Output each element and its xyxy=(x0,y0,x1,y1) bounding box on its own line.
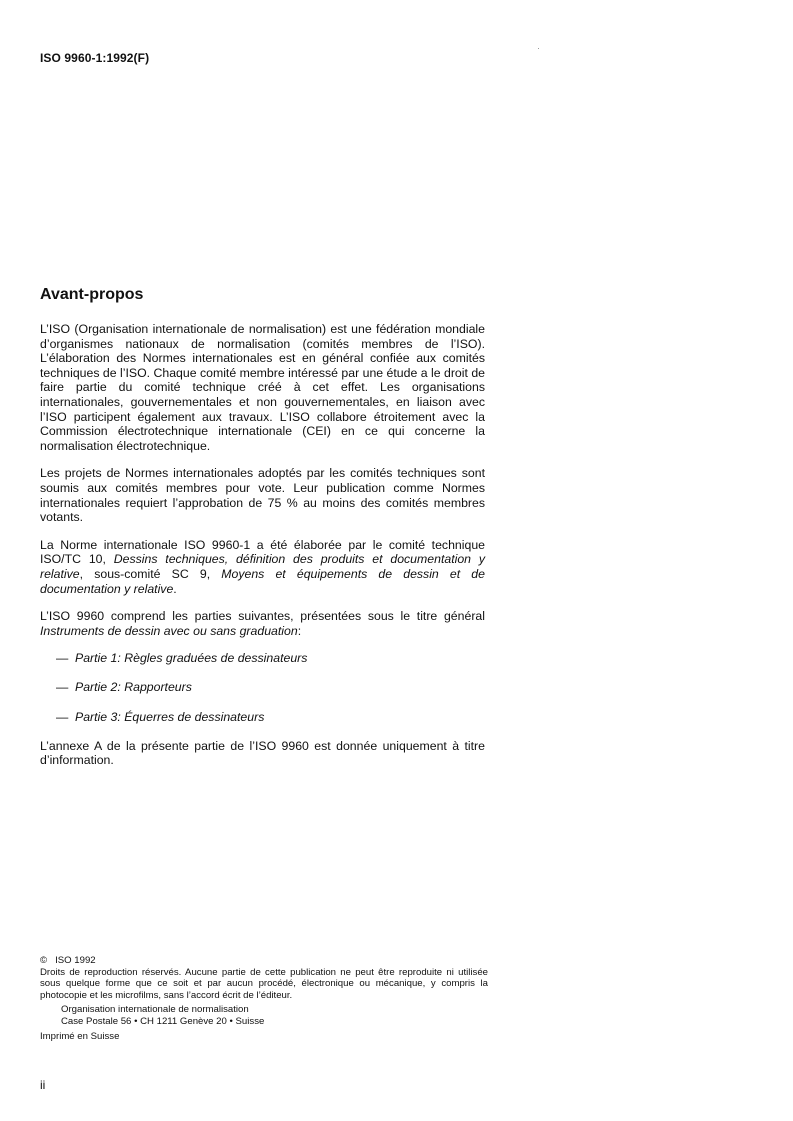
paragraph-parts-intro xyxy=(40,609,485,638)
part-title: Règles graduées de dessinateurs xyxy=(124,651,308,666)
paragraph-committee xyxy=(40,538,485,596)
list-item xyxy=(40,680,485,695)
list-dash: — xyxy=(56,680,69,695)
copyright-block xyxy=(40,955,488,1042)
list-item xyxy=(40,651,485,666)
committee-text-e: . xyxy=(173,581,177,596)
committee-tc-title: Dessins techniques, définition des produits et documentation y relative xyxy=(40,552,485,581)
section-title: Avant-propos xyxy=(40,286,144,303)
list-item xyxy=(40,710,485,725)
publisher-org: Organisation internationale de normalisation xyxy=(61,1004,249,1016)
list-dash: — xyxy=(56,651,69,666)
copyright-year: ISO 1992 xyxy=(55,955,96,966)
parts-list xyxy=(40,651,485,724)
publisher-postal: Case Postale 56 • CH 1211 Genève 20 • Suisse xyxy=(61,1015,265,1027)
copyright-line xyxy=(40,955,488,967)
page-number: ii xyxy=(40,1078,46,1092)
publisher-address xyxy=(61,1004,488,1027)
paragraph-annex: L’annexe A de la présente partie de l’ISO 9960 est donnée uniquement à titre d’information. xyxy=(40,738,485,768)
document-id-header: ISO 9960-1:1992(F) xyxy=(40,51,150,65)
paragraph-voting: Les projets de Normes internationales adoptés par les comités techniques sont soumis aux comités membres pour vote. Leur publication comme Normes internationales requiert l’approbation de 75 % au moins des comités membres votants. xyxy=(40,466,485,525)
parts-intro-colon: : xyxy=(297,623,302,638)
scan-speck xyxy=(538,48,539,49)
committee-text-a: La Norme internationale ISO 9960-1 a été élaborée par le comité technique ISO/TC 10, xyxy=(40,537,485,567)
paragraph-iso-intro: L’ISO (Organisation internationale de normalisation) est une fédération mondiale d’organismes nationaux de normalisation (comités membres de l’ISO). L’élaboration des Normes internationales est en général confiée aux comités techniques de l’ISO. Chaque comité membre intéressé par une étude a le droit de faire partie du comité technique créé à cet effet. Les organisations internationales, gouvernementales et non gouvernementales, en liaison avec l’ISO participent également aux travaux. L’ISO collabore étroitement avec la Commission électrotechnique internationale (CEI) en ce qui concerne la normalisation électrotechnique. xyxy=(40,322,485,453)
committee-text-c: , sous-comité SC 9, xyxy=(79,566,222,581)
part-label: Partie 2: xyxy=(75,680,121,695)
part-label: Partie 1: xyxy=(75,651,121,666)
copyright-rights: Droits de reproduction réservés. Aucune partie de cette publication ne peut être reproduite ni utilisée sous quelque forme que ce soit et par aucun procédé, électronique ou mécanique, y compris la photocopie et les microfilms, sans l’accord écrit de l’éditeur. xyxy=(40,966,488,1001)
general-title: Instruments de dessin avec ou sans graduation xyxy=(40,623,298,638)
committee-sc-title: Moyens et équipements de dessin et de documentation y relative xyxy=(40,566,485,596)
part-label: Partie 3: xyxy=(75,709,121,724)
part-title: Équerres de dessinateurs xyxy=(124,709,265,724)
part-title: Rapporteurs xyxy=(124,680,192,695)
parts-intro-text: L’ISO 9960 comprend les parties suivantes, présentées sous le titre général xyxy=(40,609,485,624)
printed-in: Imprimé en Suisse xyxy=(40,1030,120,1042)
foreword-body xyxy=(40,322,485,781)
copyright-icon: © xyxy=(40,955,48,966)
list-dash: — xyxy=(56,709,69,724)
